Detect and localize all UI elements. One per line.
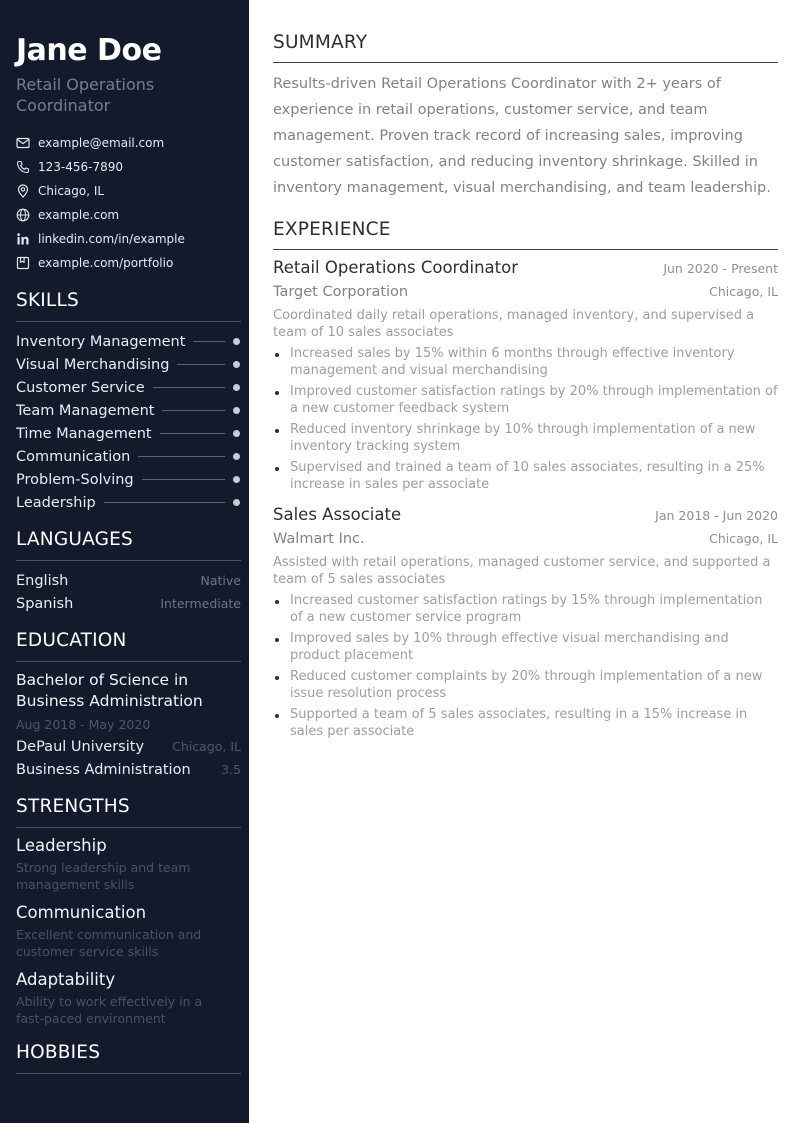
language-name: English (16, 572, 69, 589)
skill-label: Time Management (16, 425, 152, 442)
skills-heading: SKILLS (16, 289, 241, 322)
achievement-item: Supported a team of 5 sales associates, resulting in a 15% increase in sales per associate (273, 706, 778, 740)
education-gpa: 3.5 (221, 762, 241, 777)
strength-description: Strong leadership and team management skills (16, 860, 191, 892)
skill-dot (233, 407, 240, 414)
strength-item (16, 968, 241, 1027)
job-header (273, 505, 778, 529)
skill-dot (233, 384, 240, 391)
skill-item (16, 445, 241, 468)
sidebar (0, 0, 249, 1123)
candidate-role: Retail Operations Coordinator (16, 75, 155, 115)
contact-location-text: Chicago, IL (38, 184, 105, 198)
skill-divider (177, 364, 225, 365)
location-icon (16, 184, 30, 198)
linkedin-icon (16, 232, 30, 246)
globe-icon (16, 208, 30, 222)
job-dates: Jun 2020 - Present (663, 261, 778, 276)
job-entry (273, 258, 778, 493)
achievement-item: Improved customer satisfaction ratings by 20% through implementation of a new customer feedback system (273, 383, 778, 417)
language-name: Spanish (16, 595, 74, 612)
job-company: Walmart Inc. (273, 531, 365, 547)
contact-phone-text: 123-456-7890 (38, 160, 124, 174)
contact-portfolio[interactable] (16, 251, 241, 275)
contact-email-text: example@email.com (38, 136, 165, 150)
contact-phone[interactable] (16, 155, 241, 179)
skill-item (16, 376, 241, 399)
strength-description: Excellent communication and customer service skills (16, 927, 202, 959)
skill-divider (193, 341, 225, 342)
skill-divider (138, 456, 225, 457)
skill-divider (153, 387, 225, 388)
skill-label: Team Management (16, 402, 155, 419)
skill-dot (233, 453, 240, 460)
skill-divider (142, 479, 225, 480)
achievement-item: Reduced inventory shrinkage by 10% through implementation of a new inventory tracking system (273, 421, 778, 455)
skills-list (16, 330, 241, 514)
skill-label: Problem-Solving (16, 471, 134, 488)
skill-item (16, 399, 241, 422)
strengths-list (16, 834, 241, 1027)
skill-label: Communication (16, 448, 131, 465)
strength-item (16, 834, 241, 893)
skill-divider (162, 410, 225, 411)
skill-label: Visual Merchandising (16, 356, 170, 373)
strength-title: Leadership (16, 836, 107, 855)
strength-item (16, 901, 241, 960)
education-degree: Bachelor of Science in Business Administration (16, 671, 203, 710)
skill-dot (233, 499, 240, 506)
contact-website-text: example.com (38, 208, 120, 222)
contact-website[interactable] (16, 203, 241, 227)
education-school: DePaul University (16, 738, 145, 755)
hobbies-heading: HOBBIES (16, 1041, 241, 1074)
job-subheader (273, 531, 778, 553)
job-achievements (273, 345, 778, 493)
experience-heading: EXPERIENCE (273, 217, 778, 250)
skill-item (16, 353, 241, 376)
languages-heading: LANGUAGES (16, 528, 241, 561)
job-description: Assisted with retail operations, managed customer service, and supported a team of 5 sales associates (273, 555, 771, 587)
contact-linkedin-text: linkedin.com/in/example (38, 232, 185, 246)
summary-text: Results-driven Retail Operations Coordinator with 2+ years of experience in retail operations, customer service, and team management. Proven track record of increasing sales, improving customer satisfaction, and reducing inventory shrinkage. Skilled in inventory management, visual merchandising, and team leadership. (273, 76, 771, 196)
strength-title: Communication (16, 903, 147, 922)
job-achievements (273, 592, 778, 740)
contact-email[interactable] (16, 131, 241, 155)
skill-divider (160, 433, 225, 434)
education-school-row (16, 735, 241, 758)
language-item (16, 592, 241, 615)
strength-description: Ability to work effectively in a fast-paced environment (16, 994, 203, 1026)
education-entry (16, 670, 241, 781)
skill-item (16, 491, 241, 514)
job-subheader (273, 284, 778, 306)
skill-label: Leadership (16, 494, 96, 511)
contact-portfolio-text: example.com/portfolio (38, 256, 174, 270)
job-location: Chicago, IL (709, 284, 778, 299)
job-title: Retail Operations Coordinator (273, 258, 519, 277)
education-field: Business Administration (16, 761, 191, 778)
achievement-item: Improved sales by 10% through effective visual merchandising and product placement (273, 630, 778, 664)
achievement-item: Reduced customer complaints by 20% through implementation of a new issue resolution process (273, 668, 778, 702)
email-icon (16, 136, 30, 150)
job-company: Target Corporation (273, 284, 409, 300)
languages-list (16, 569, 241, 615)
skill-label: Inventory Management (16, 333, 186, 350)
job-description: Coordinated daily retail operations, managed inventory, and supervised a team of 10 sales associates (273, 308, 755, 340)
contact-location (16, 179, 241, 203)
language-level: Intermediate (160, 596, 241, 611)
strengths-heading: STRENGTHS (16, 795, 241, 828)
education-field-row (16, 758, 241, 781)
skill-dot (233, 338, 240, 345)
skill-item (16, 422, 241, 445)
job-dates: Jan 2018 - Jun 2020 (655, 508, 778, 523)
skill-item (16, 468, 241, 491)
skill-divider (104, 502, 225, 503)
skill-label: Customer Service (16, 379, 145, 396)
skill-dot (233, 430, 240, 437)
education-location: Chicago, IL (172, 739, 241, 754)
contact-list (16, 131, 241, 275)
job-entry (273, 505, 778, 740)
language-level: Native (200, 573, 241, 588)
language-item (16, 569, 241, 592)
education-heading: EDUCATION (16, 629, 241, 662)
portfolio-icon (16, 256, 30, 270)
contact-linkedin[interactable] (16, 227, 241, 251)
candidate-name: Jane Doe (16, 33, 162, 68)
strength-title: Adaptability (16, 970, 116, 989)
skill-item (16, 330, 241, 353)
achievement-item: Increased customer satisfaction ratings by 15% through implementation of a new customer service program (273, 592, 778, 626)
achievement-item: Supervised and trained a team of 10 sales associates, resulting in a 25% increase in sales per associate (273, 459, 778, 493)
skill-dot (233, 361, 240, 368)
summary-heading: SUMMARY (273, 30, 778, 63)
job-location: Chicago, IL (709, 531, 778, 546)
main-content (273, 30, 778, 744)
achievement-item: Increased sales by 15% within 6 months through effective inventory management and visual merchandising (273, 345, 778, 379)
job-title: Sales Associate (273, 505, 402, 524)
skill-dot (233, 476, 240, 483)
phone-icon (16, 160, 30, 174)
job-header (273, 258, 778, 282)
education-dates: Aug 2018 - May 2020 (16, 717, 151, 732)
